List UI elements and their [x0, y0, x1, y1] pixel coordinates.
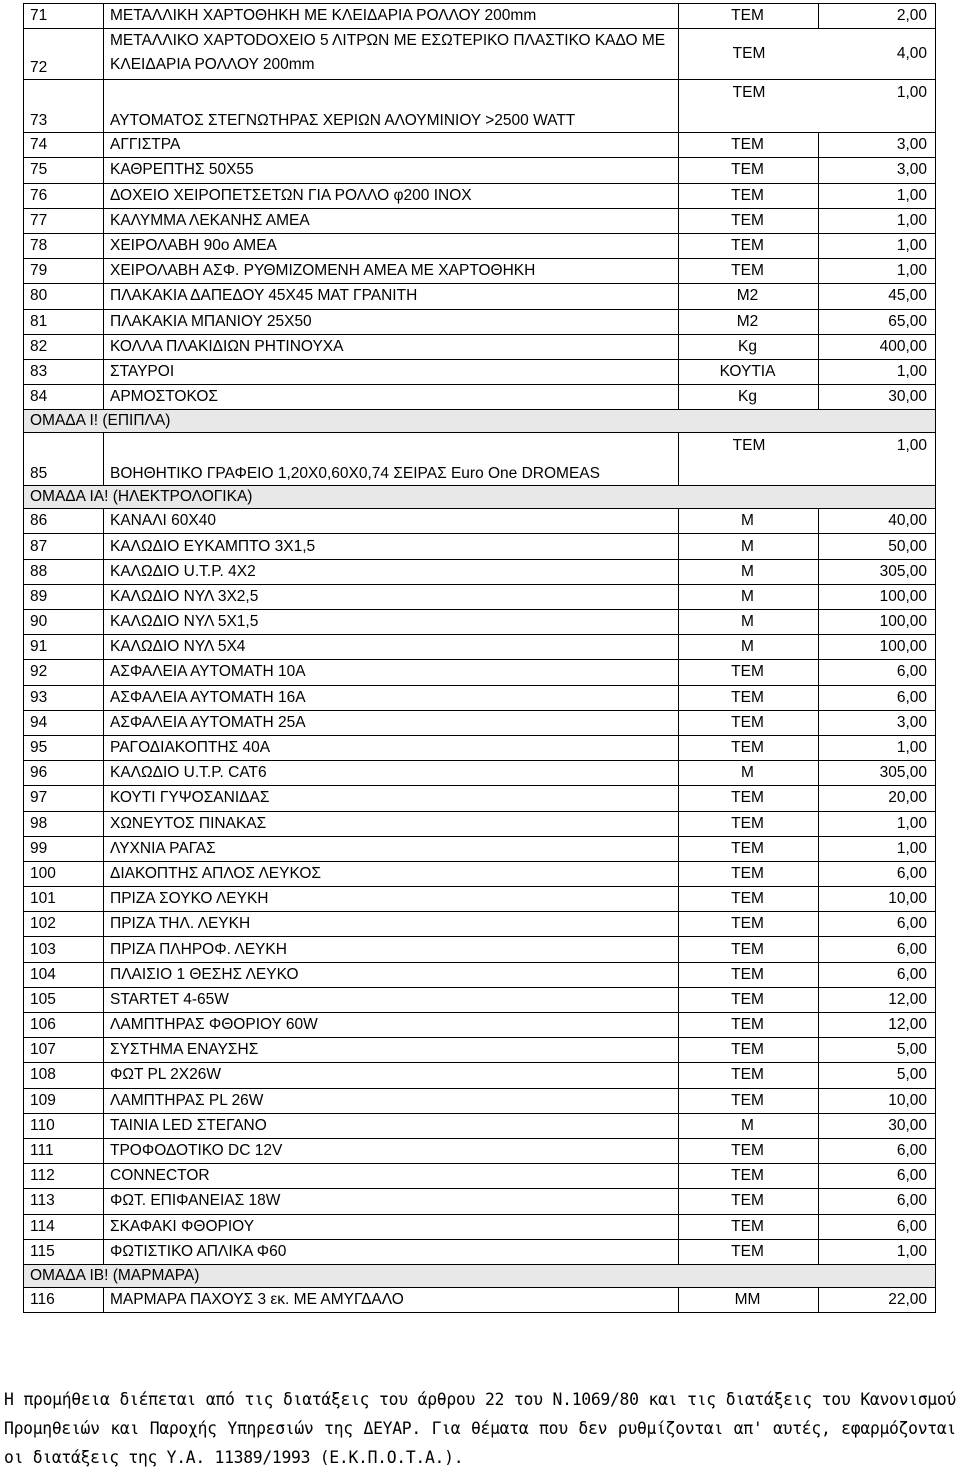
table-row — [24, 80, 936, 133]
item-number: 107 — [24, 1038, 104, 1063]
group-label: ΟΜΑΔΑ ΙΑ! (ΗΛΕΚΤΡΟΛΟΓΙΚΑ) — [24, 486, 936, 509]
item-unit: ΤΕΜ — [679, 1189, 819, 1214]
item-unit-quantity — [679, 29, 936, 80]
item-unit: Μ — [679, 534, 819, 559]
item-description: ΧΩΝΕΥΤΟΣ ΠΙΝΑΚΑΣ — [104, 811, 679, 836]
table-row — [24, 233, 936, 258]
item-description: ΑΡΜΟΣΤΟΚΟΣ — [104, 385, 679, 410]
item-description: ΚΑΛΥΜΜΑ ΛΕΚΑΝΗΣ ΑΜΕΑ — [104, 208, 679, 233]
item-unit: ΤΕΜ — [679, 1088, 819, 1113]
table-row — [24, 962, 936, 987]
item-unit: Μ — [679, 610, 819, 635]
item-description: ΦΩΤΙΣΤΙΚΟ ΑΠΛΙΚΑ Φ60 — [104, 1239, 679, 1264]
item-number: 103 — [24, 937, 104, 962]
item-quantity: 1,00 — [819, 208, 936, 233]
item-quantity: 100,00 — [819, 584, 936, 609]
table-row — [24, 1287, 936, 1312]
item-number: 111 — [24, 1138, 104, 1163]
item-number: 91 — [24, 635, 104, 660]
item-description: ΚΑΛΩΔΙΟ ΝΥΛ 5Χ4 — [104, 635, 679, 660]
item-number: 97 — [24, 786, 104, 811]
item-unit: ΤΕΜ — [679, 786, 819, 811]
item-unit: ΤΕΜ — [679, 183, 819, 208]
item-quantity: 1,00 — [896, 84, 927, 102]
item-unit: ΤΕΜ — [679, 1013, 819, 1038]
item-number: 78 — [24, 233, 104, 258]
table-row — [24, 4, 936, 29]
item-unit: Μ — [679, 559, 819, 584]
item-description — [104, 433, 679, 486]
table-row — [24, 309, 936, 334]
item-quantity: 6,00 — [819, 962, 936, 987]
item-number: 93 — [24, 685, 104, 710]
item-unit: ΤΕΜ — [732, 84, 766, 102]
item-number: 74 — [24, 133, 104, 158]
item-unit: ΤΕΜ — [679, 811, 819, 836]
item-number: 80 — [24, 284, 104, 309]
item-quantity: 1,00 — [819, 735, 936, 760]
item-unit: ΤΕΜ — [679, 987, 819, 1012]
item-description: ΠΛΑΚΑΚΙΑ ΔΑΠΕΔΟΥ 45Χ45 ΜΑΤ ΓΡΑΝΙΤΗ — [104, 284, 679, 309]
item-number: 115 — [24, 1239, 104, 1264]
table-row — [24, 208, 936, 233]
item-unit: ΤΕΜ — [679, 1239, 819, 1264]
table-row — [24, 1214, 936, 1239]
item-quantity: 22,00 — [819, 1287, 936, 1312]
item-unit: ΤΕΜ — [679, 912, 819, 937]
item-quantity: 305,00 — [819, 761, 936, 786]
item-description: ΠΛΑΚΑΚΙΑ ΜΠΑΝΙΟΥ 25Χ50 — [104, 309, 679, 334]
table-row — [24, 385, 936, 410]
item-description-text: ΜΕΤΑΛΛΙΚΟ ΧΑΡΤΟDOXΕΙΟ 5 ΛΙΤΡΩΝ ΜΕ ΕΣΩΤΕΡΙΚΟ ΠΛΑΣΤΙΚΟ ΚΑΔΟ ΜΕ ΚΛΕΙΔΑΡΙΑ ΡΟΛΛΟΥ 200mm — [110, 32, 666, 74]
table-row — [24, 534, 936, 559]
item-description: ΛΑΜΠΤΗΡΑΣ PL 26W — [104, 1088, 679, 1113]
item-number: 92 — [24, 660, 104, 685]
item-description: ΚΟΥΤΙ ΓΥΨΟΣΑΝΙΔΑΣ — [104, 786, 679, 811]
item-unit: ΜΜ — [679, 1287, 819, 1312]
table-row — [24, 559, 936, 584]
item-number: 113 — [24, 1189, 104, 1214]
item-description: ΚΑΝΑΛΙ 60Χ40 — [104, 509, 679, 534]
table-row — [24, 887, 936, 912]
item-unit: Μ — [679, 584, 819, 609]
item-description: ΦΩΤ PL 2Χ26W — [104, 1063, 679, 1088]
table-row — [24, 660, 936, 685]
item-number: 114 — [24, 1214, 104, 1239]
item-unit: ΤΕΜ — [679, 1138, 819, 1163]
item-quantity: 3,00 — [819, 133, 936, 158]
item-number: 98 — [24, 811, 104, 836]
table-row — [24, 912, 936, 937]
item-unit-quantity — [679, 433, 936, 486]
item-unit: ΤΕΜ — [679, 1038, 819, 1063]
item-quantity: 1,00 — [819, 183, 936, 208]
item-unit: ΤΕΜ — [679, 233, 819, 258]
table-row — [24, 861, 936, 886]
item-description: ΣΥΣΤΗΜΑ ΕΝΑΥΣΗΣ — [104, 1038, 679, 1063]
item-quantity: 10,00 — [819, 887, 936, 912]
item-number: 94 — [24, 710, 104, 735]
item-description — [104, 80, 679, 133]
item-description: ΚΑΛΩΔΙΟ U.T.P. CAT6 — [104, 761, 679, 786]
table-row — [24, 811, 936, 836]
item-quantity: 305,00 — [819, 559, 936, 584]
item-quantity: 6,00 — [819, 1138, 936, 1163]
item-unit: ΤΕΜ — [679, 158, 819, 183]
item-quantity: 12,00 — [819, 987, 936, 1012]
item-unit: ΤΕΜ — [679, 1214, 819, 1239]
item-description: ΚΑΘΡΕΠΤΗΣ 50Χ55 — [104, 158, 679, 183]
item-unit: ΤΕΜ — [679, 735, 819, 760]
item-unit: Μ — [679, 509, 819, 534]
item-number: 84 — [24, 385, 104, 410]
table-row — [24, 735, 936, 760]
item-quantity: 12,00 — [819, 1013, 936, 1038]
group-header-row — [24, 1264, 936, 1287]
item-quantity: 3,00 — [819, 710, 936, 735]
item-quantity: 30,00 — [819, 385, 936, 410]
table-row — [24, 433, 936, 486]
item-quantity: 5,00 — [819, 1038, 936, 1063]
item-number: 86 — [24, 509, 104, 534]
item-number: 110 — [24, 1113, 104, 1138]
item-number: 99 — [24, 836, 104, 861]
item-description: CONNECTOR — [104, 1164, 679, 1189]
item-unit: ΤΕΜ — [732, 437, 766, 455]
item-description: ΚΑΛΩΔΙΟ U.T.P. 4Χ2 — [104, 559, 679, 584]
table-row — [24, 937, 936, 962]
table-row — [24, 635, 936, 660]
item-unit: ΤΕΜ — [679, 259, 819, 284]
item-description: ΠΡΙΖΑ ΣΟΥΚΟ ΛΕΥΚΗ — [104, 887, 679, 912]
item-quantity: 6,00 — [819, 660, 936, 685]
item-unit: ΤΕΜ — [679, 133, 819, 158]
item-quantity: 1,00 — [819, 359, 936, 384]
item-unit: ΤΕΜ — [679, 4, 819, 29]
item-description: ΔΟΧΕΙΟ ΧΕΙΡΟΠΕΤΣΕΤΩΝ ΓΙΑ ΡΟΛΛΟ φ200 INOX — [104, 183, 679, 208]
item-number: 81 — [24, 309, 104, 334]
item-description: ΚΟΛΛΑ ΠΛΑΚΙΔΙΩΝ ΡΗΤΙΝΟΥΧΑ — [104, 334, 679, 359]
item-quantity: 10,00 — [819, 1088, 936, 1113]
item-number: 83 — [24, 359, 104, 384]
group-header-row — [24, 410, 936, 433]
item-description: ΡΑΓΟΔΙΑΚΟΠΤΗΣ 40Α — [104, 735, 679, 760]
item-unit: ΤΕΜ — [679, 861, 819, 886]
item-number: 105 — [24, 987, 104, 1012]
item-number: 79 — [24, 259, 104, 284]
item-unit: ΤΕΜ — [679, 937, 819, 962]
item-unit: ΤΕΜ — [679, 887, 819, 912]
table-row — [24, 334, 936, 359]
item-description: ΣΚΑΦΑΚΙ ΦΘΟΡΙΟΥ — [104, 1214, 679, 1239]
item-unit: ΤΕΜ — [732, 45, 766, 63]
item-description-text: ΑΥΤΟΜΑΤΟΣ ΣΤΕΓΝΩΤΗΡΑΣ ΧΕΡΙΩΝ ΑΛΟΥΜΙΝΙΟΥ >2500 WATT — [110, 112, 576, 130]
item-quantity: 50,00 — [819, 534, 936, 559]
item-number: 96 — [24, 761, 104, 786]
item-description: ΠΛΑΙΣΙΟ 1 ΘΕΣΗΣ ΛΕΥΚΟ — [104, 962, 679, 987]
item-number: 100 — [24, 861, 104, 886]
table-row — [24, 509, 936, 534]
item-number: 89 — [24, 584, 104, 609]
item-unit: Kg — [679, 334, 819, 359]
item-number: 116 — [24, 1287, 104, 1312]
items-table — [23, 3, 936, 1313]
table-row — [24, 1138, 936, 1163]
item-description: STARTET 4-65W — [104, 987, 679, 1012]
item-quantity: 3,00 — [819, 158, 936, 183]
item-number: 102 — [24, 912, 104, 937]
item-description: ΛΑΜΠΤΗΡΑΣ ΦΘΟΡΙΟΥ 60W — [104, 1013, 679, 1038]
table-row — [24, 761, 936, 786]
table-row — [24, 685, 936, 710]
table-row — [24, 1239, 936, 1264]
table-row — [24, 584, 936, 609]
item-description: ΚΑΛΩΔΙΟ ΝΥΛ 5Χ1,5 — [104, 610, 679, 635]
item-unit: ΚΟΥΤΙΑ — [679, 359, 819, 384]
item-quantity: 100,00 — [819, 610, 936, 635]
table-row — [24, 610, 936, 635]
item-quantity: 6,00 — [819, 861, 936, 886]
item-number: 112 — [24, 1164, 104, 1189]
table-row — [24, 1113, 936, 1138]
table-row — [24, 359, 936, 384]
item-unit: Kg — [679, 385, 819, 410]
item-unit: Μ — [679, 1113, 819, 1138]
item-description: ΤΑΙΝΙΑ LED ΣΤΕΓΑΝΟ — [104, 1113, 679, 1138]
item-number: 72 — [24, 29, 104, 80]
item-description: ΚΑΛΩΔΙΟ ΝΥΛ 3Χ2,5 — [104, 584, 679, 609]
table-row — [24, 183, 936, 208]
item-quantity: 6,00 — [819, 685, 936, 710]
item-unit: Μ — [679, 761, 819, 786]
item-number: 109 — [24, 1088, 104, 1113]
item-unit: ΤΕΜ — [679, 836, 819, 861]
item-number: 108 — [24, 1063, 104, 1088]
item-quantity: 2,00 — [819, 4, 936, 29]
item-unit: ΤΕΜ — [679, 710, 819, 735]
item-quantity: 1,00 — [819, 259, 936, 284]
item-unit: Μ — [679, 635, 819, 660]
item-quantity: 100,00 — [819, 635, 936, 660]
item-quantity: 6,00 — [819, 912, 936, 937]
table-row — [24, 786, 936, 811]
item-description-text: ΒΟΗΘΗΤΙΚΟ ΓΡΑΦΕΙΟ 1,20Χ0,60Χ0,74 ΣΕΙΡΑΣ Euro One DROMEAS — [110, 465, 600, 483]
group-label: ΟΜΑΔΑ ΙΒ! (ΜΑΡΜΑΡΑ) — [24, 1264, 936, 1287]
table-row — [24, 284, 936, 309]
table-row — [24, 1038, 936, 1063]
item-description: ΔΙΑΚΟΠΤΗΣ ΑΠΛΟΣ ΛΕΥΚΟΣ — [104, 861, 679, 886]
item-unit: ΤΕΜ — [679, 208, 819, 233]
item-quantity: 40,00 — [819, 509, 936, 534]
group-label: ΟΜΑΔΑ Ι! (ΕΠΙΠΛΑ) — [24, 410, 936, 433]
item-quantity: 30,00 — [819, 1113, 936, 1138]
item-number: 90 — [24, 610, 104, 635]
item-unit: ΤΕΜ — [679, 685, 819, 710]
item-description: ΑΣΦΑΛΕΙΑ ΑΥΤΟΜΑΤΗ 10Α — [104, 660, 679, 685]
items-table-body — [24, 4, 936, 1313]
item-description: ΧΕΙΡΟΛΑΒΗ 90ο ΑΜΕΑ — [104, 233, 679, 258]
table-row — [24, 710, 936, 735]
item-number: 104 — [24, 962, 104, 987]
item-number: 82 — [24, 334, 104, 359]
table-row — [24, 1189, 936, 1214]
item-unit: ΤΕΜ — [679, 1164, 819, 1189]
item-unit: ΤΕΜ — [679, 1063, 819, 1088]
item-number: 77 — [24, 208, 104, 233]
item-quantity: 400,00 — [819, 334, 936, 359]
item-number: 101 — [24, 887, 104, 912]
item-quantity: 1,00 — [819, 233, 936, 258]
item-quantity: 6,00 — [819, 937, 936, 962]
item-quantity: 1,00 — [819, 1239, 936, 1264]
item-quantity: 1,00 — [819, 811, 936, 836]
item-description: ΑΣΦΑΛΕΙΑ ΑΥΤΟΜΑΤΗ 25Α — [104, 710, 679, 735]
item-number: 95 — [24, 735, 104, 760]
item-number: 87 — [24, 534, 104, 559]
item-description: ΦΩΤ. ΕΠΙΦΑΝΕΙΑΣ 18W — [104, 1189, 679, 1214]
item-number: 88 — [24, 559, 104, 584]
item-description: ΤΡΟΦΟΔΟΤΙΚΟ DC 12V — [104, 1138, 679, 1163]
item-quantity: 65,00 — [819, 309, 936, 334]
item-quantity: 6,00 — [819, 1214, 936, 1239]
footer-note: Η προμήθεια διέπεται από τις διατάξεις του άρθρου 22 του Ν.1069/80 και τις διατάξεις του Κανονισμού Προμηθειών και Παροχής Υπηρεσιών της ΔΕΥΑΡ. Για θέματα που δεν ρυθμίζονται απ' αυτές, εφαρμόζονται οι διατάξεις της Υ.Α. 11389/1993 (Ε.Κ.Π.Ο.Τ.Α.). — [4, 1390, 956, 1467]
item-quantity: 45,00 — [819, 284, 936, 309]
table-row — [24, 1088, 936, 1113]
item-quantity: 6,00 — [819, 1189, 936, 1214]
item-description: ΛΥΧΝΙΑ ΡΑΓΑΣ — [104, 836, 679, 861]
item-quantity: 4,00 — [896, 45, 927, 63]
item-number: 85 — [24, 433, 104, 486]
item-number: 75 — [24, 158, 104, 183]
table-row — [24, 158, 936, 183]
table-row — [24, 259, 936, 284]
table-row — [24, 1013, 936, 1038]
item-number: 73 — [24, 80, 104, 133]
item-quantity: 1,00 — [819, 836, 936, 861]
item-quantity: 5,00 — [819, 1063, 936, 1088]
item-unit: ΤΕΜ — [679, 962, 819, 987]
item-unit-quantity — [679, 80, 936, 133]
table-row — [24, 1164, 936, 1189]
item-description: ΧΕΙΡΟΛΑΒΗ ΑΣΦ. ΡΥΘΜΙΖΟΜΕΝΗ ΑΜΕΑ ΜΕ ΧΑΡΤΟΘΗΚΗ — [104, 259, 679, 284]
table-row — [24, 133, 936, 158]
item-quantity: 1,00 — [896, 437, 927, 455]
group-header-row — [24, 486, 936, 509]
item-description: ΠΡΙΖΑ ΤΗΛ. ΛΕΥΚΗ — [104, 912, 679, 937]
item-number: 106 — [24, 1013, 104, 1038]
item-number: 76 — [24, 183, 104, 208]
item-description — [104, 29, 679, 80]
item-unit: Μ2 — [679, 309, 819, 334]
item-description: ΜΑΡΜΑΡΑ ΠΑΧΟΥΣ 3 εκ. ΜΕ ΑΜΥΓΔΑΛΟ — [104, 1287, 679, 1312]
item-quantity: 20,00 — [819, 786, 936, 811]
item-description: ΠΡΙΖΑ ΠΛΗΡΟΦ. ΛΕΥΚΗ — [104, 937, 679, 962]
table-row — [24, 836, 936, 861]
item-description: ΑΣΦΑΛΕΙΑ ΑΥΤΟΜΑΤΗ 16Α — [104, 685, 679, 710]
item-unit: ΤΕΜ — [679, 660, 819, 685]
item-description: ΜΕΤΑΛΛΙΚΗ ΧΑΡΤΟΘΗΚΗ ΜΕ ΚΛΕΙΔΑΡΙΑ ΡΟΛΛΟΥ 200mm — [104, 4, 679, 29]
table-row — [24, 1063, 936, 1088]
item-number: 71 — [24, 4, 104, 29]
item-description: ΚΑΛΩΔΙΟ ΕΥΚΑΜΠΤΟ 3Χ1,5 — [104, 534, 679, 559]
item-unit: Μ2 — [679, 284, 819, 309]
item-quantity: 6,00 — [819, 1164, 936, 1189]
table-row — [24, 29, 936, 80]
item-description: ΣΤΑΥΡΟΙ — [104, 359, 679, 384]
item-description: ΑΓΓΙΣΤΡΑ — [104, 133, 679, 158]
table-row — [24, 987, 936, 1012]
